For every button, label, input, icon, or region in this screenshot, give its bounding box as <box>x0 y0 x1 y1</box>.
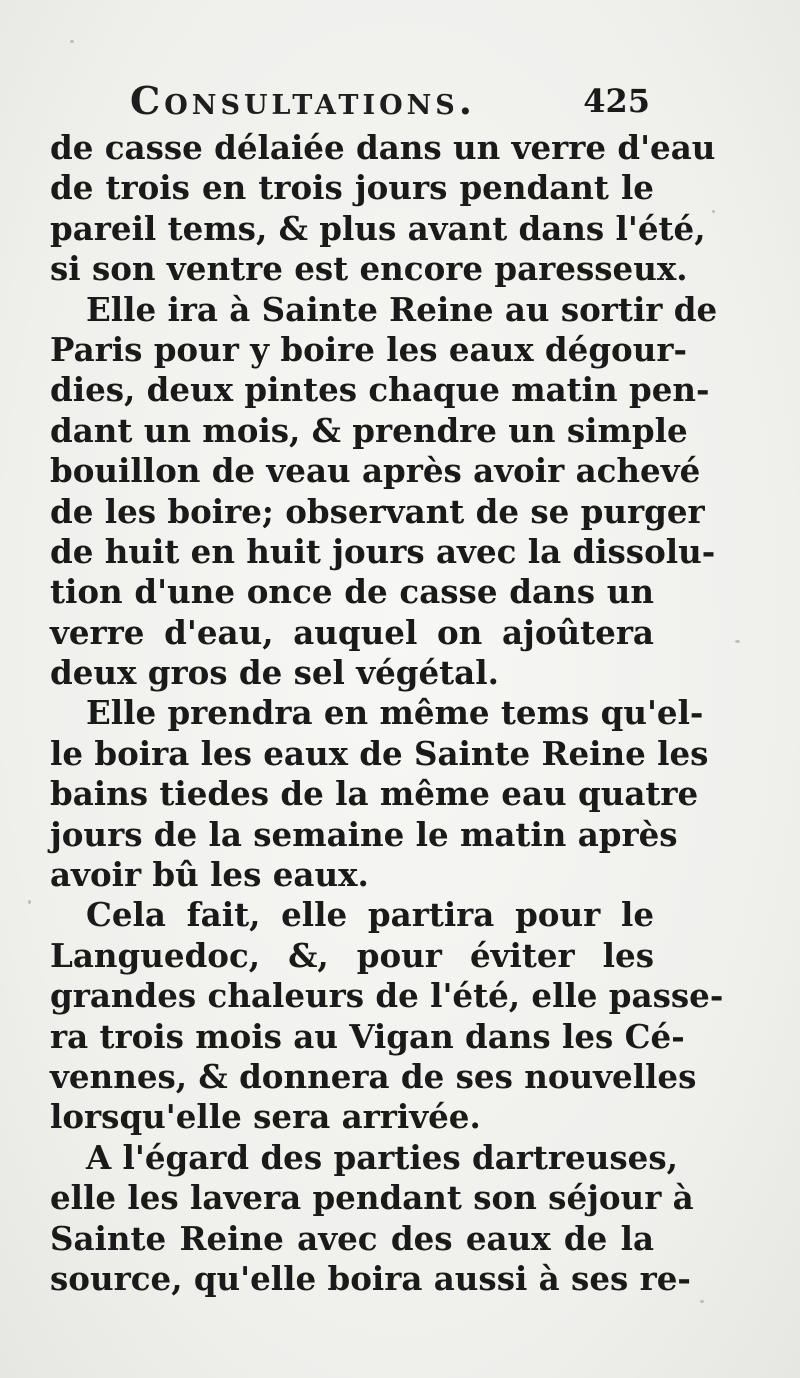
text-line: pareil tems, & plus avant dans l'été, <box>50 208 706 248</box>
body-text <box>50 128 724 1299</box>
paper-speck <box>712 210 715 213</box>
text-line: jours de la semaine le matin après <box>50 814 678 854</box>
paper-speck <box>28 900 31 904</box>
text-line: grandes chaleurs de l'été, elle passe- <box>50 976 724 1016</box>
paper-speck <box>70 40 74 43</box>
text-line: dant un mois, & prendre un simple <box>50 410 688 450</box>
page-number: 425 <box>583 82 650 120</box>
text-line: Elle prendra en même tems qu'el- <box>86 693 704 733</box>
page-header <box>130 78 650 130</box>
text-line: de casse délaiée dans un verre d'eau <box>50 128 716 167</box>
text-line: ra trois mois au Vigan dans les Cé- <box>50 1016 685 1056</box>
text-line: source, qu'elle boira aussi à ses re- <box>50 1258 691 1298</box>
text-line: Languedoc, &, pour éviter les <box>50 935 654 975</box>
text-line: deux gros de sel végétal. <box>50 653 499 693</box>
text-line: A l'égard des parties dartreuses, <box>86 1137 678 1177</box>
text-line: avoir bû les eaux. <box>50 855 369 895</box>
text-line: lorsqu'elle sera arrivée. <box>50 1097 481 1137</box>
text-line: Paris pour y boire les eaux dégour- <box>50 329 687 369</box>
text-line: vennes, & donnera de ses nouvelles <box>50 1056 697 1096</box>
text-line: Elle ira à Sainte Reine au sortir de <box>86 289 718 329</box>
text-line: verre d'eau, auquel on ajoûtera <box>50 612 654 652</box>
text-line: de trois en trois jours pendant le <box>50 168 654 208</box>
text-line: tion d'une once de casse dans un <box>50 572 654 612</box>
paper-speck <box>700 1300 704 1303</box>
text-line: dies, deux pintes chaque matin pen- <box>50 370 710 410</box>
text-line: bains tiedes de la même eau quatre <box>50 774 699 814</box>
text-line: elle les lavera pendant son séjour à <box>50 1178 694 1218</box>
text-line: de huit en huit jours avec la dissolu- <box>50 531 716 571</box>
text-line: bouillon de veau après avoir achevé <box>50 451 701 491</box>
text-line: le boira les eaux de Sainte Reine les <box>50 733 709 773</box>
text-line: Cela fait, elle partira pour le <box>86 895 654 935</box>
text-line: Sainte Reine avec des eaux de la <box>50 1218 654 1258</box>
text-line: de les boire; observant de se purger <box>50 491 705 531</box>
paper-speck <box>735 640 740 643</box>
text-line: si son ventre est encore paresseux. <box>50 249 688 289</box>
running-title: Consultations. <box>130 78 477 123</box>
